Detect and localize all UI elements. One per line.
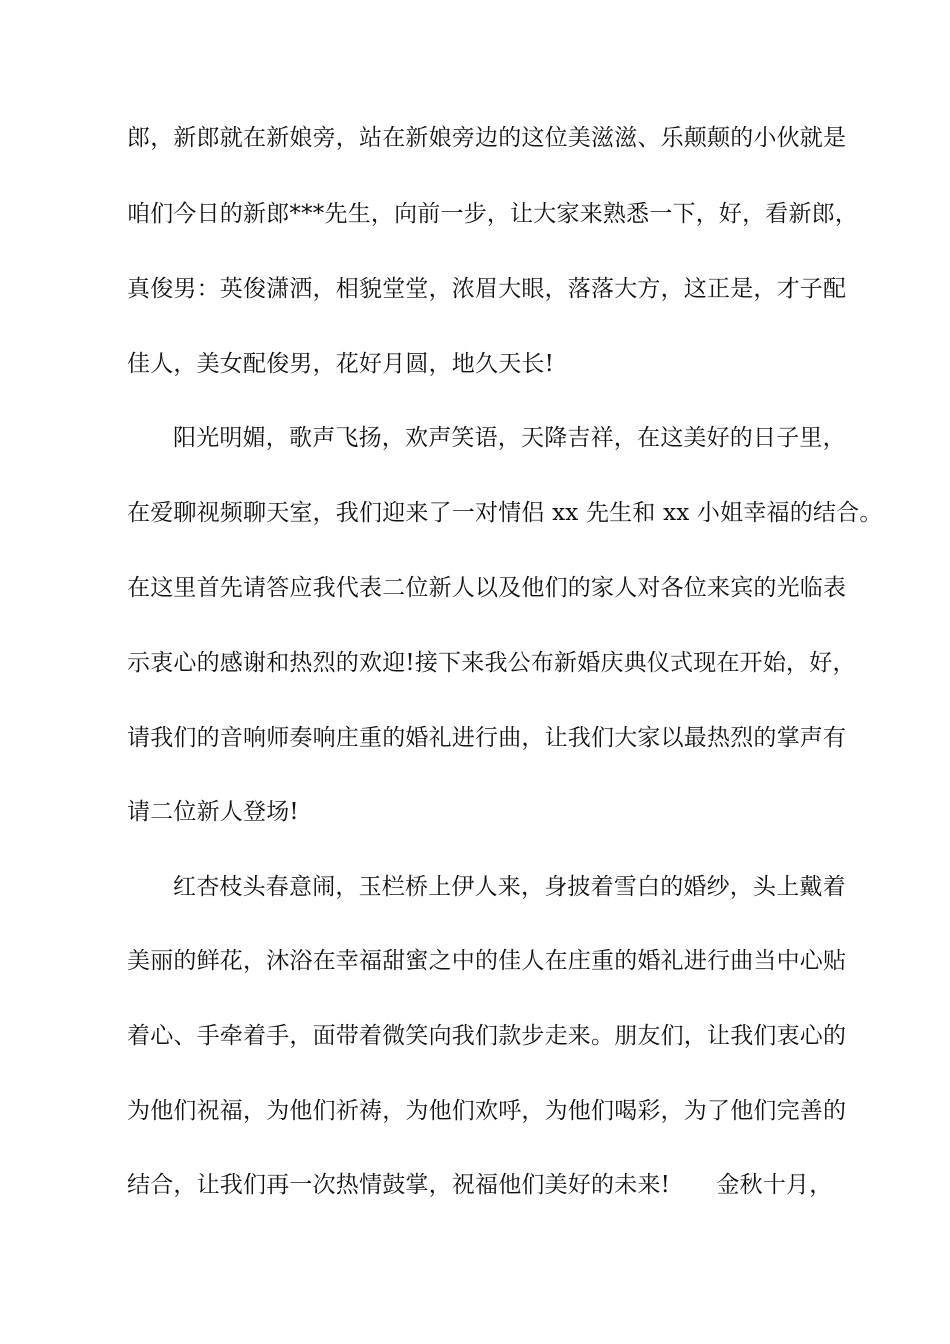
paragraph-1-line-3: 真俊男：英俊潇洒，相貌堂堂，浓眉大眼，落落大方，这正是，才子配 [127, 276, 847, 302]
paragraph-1-line-4: 佳人，美女配俊男，花好月圆，地久天长! [127, 351, 555, 377]
paragraph-2-line-1: 阳光明媚，歌声飞扬，欢声笑语，天降吉祥，在这美好的日子里， [173, 425, 846, 451]
paragraph-3-line-5: 结合，让我们再一次热情鼓掌，祝福他们美好的未来! 金秋十月， [127, 1172, 833, 1198]
paragraph-2-line-2: 在爱聊视频聊天室，我们迎来了一对情侣 xx 先生和 xx 小姐幸福的结合。 [127, 500, 883, 526]
paragraph-2-line-6: 请二位新人登场! [127, 799, 299, 825]
paragraph-3-line-1: 红杏枝头春意闹，玉栏桥上伊人来，身披着雪白的婚纱，头上戴着 [173, 874, 846, 900]
paragraph-2-line-3: 在这里首先请答应我代表二位新人以及他们的家人对各位来宾的光临表 [127, 575, 847, 601]
paragraph-3-line-4: 为他们祝福，为他们祈祷，为他们欢呼，为他们喝彩，为了他们完善的 [127, 1098, 847, 1124]
paragraph-1-line-1: 郎，新郎就在新娘旁，站在新娘旁边的这位美滋滋、乐颠颠的小伙就是 [127, 125, 847, 151]
paragraph-3-line-2: 美丽的鲜花，沐浴在幸福甜蜜之中的佳人在庄重的婚礼进行曲当中心贴 [127, 948, 847, 974]
paragraph-2-line-4: 示衷心的感谢和热烈的欢迎!接下来我公布新婚庆典仪式现在开始，好， [127, 650, 856, 676]
paragraph-1-line-2: 咱们今日的新郎***先生，向前一步，让大家来熟悉一下，好，看新郎， [127, 201, 859, 227]
paragraph-2-line-5: 请我们的音响师奏响庄重的婚礼进行曲，让我们大家以最热烈的掌声有 [127, 725, 847, 751]
paragraph-3-line-3: 着心、手牵着手，面带着微笑向我们款步走来。朋友们，让我们衷心的 [127, 1023, 847, 1049]
